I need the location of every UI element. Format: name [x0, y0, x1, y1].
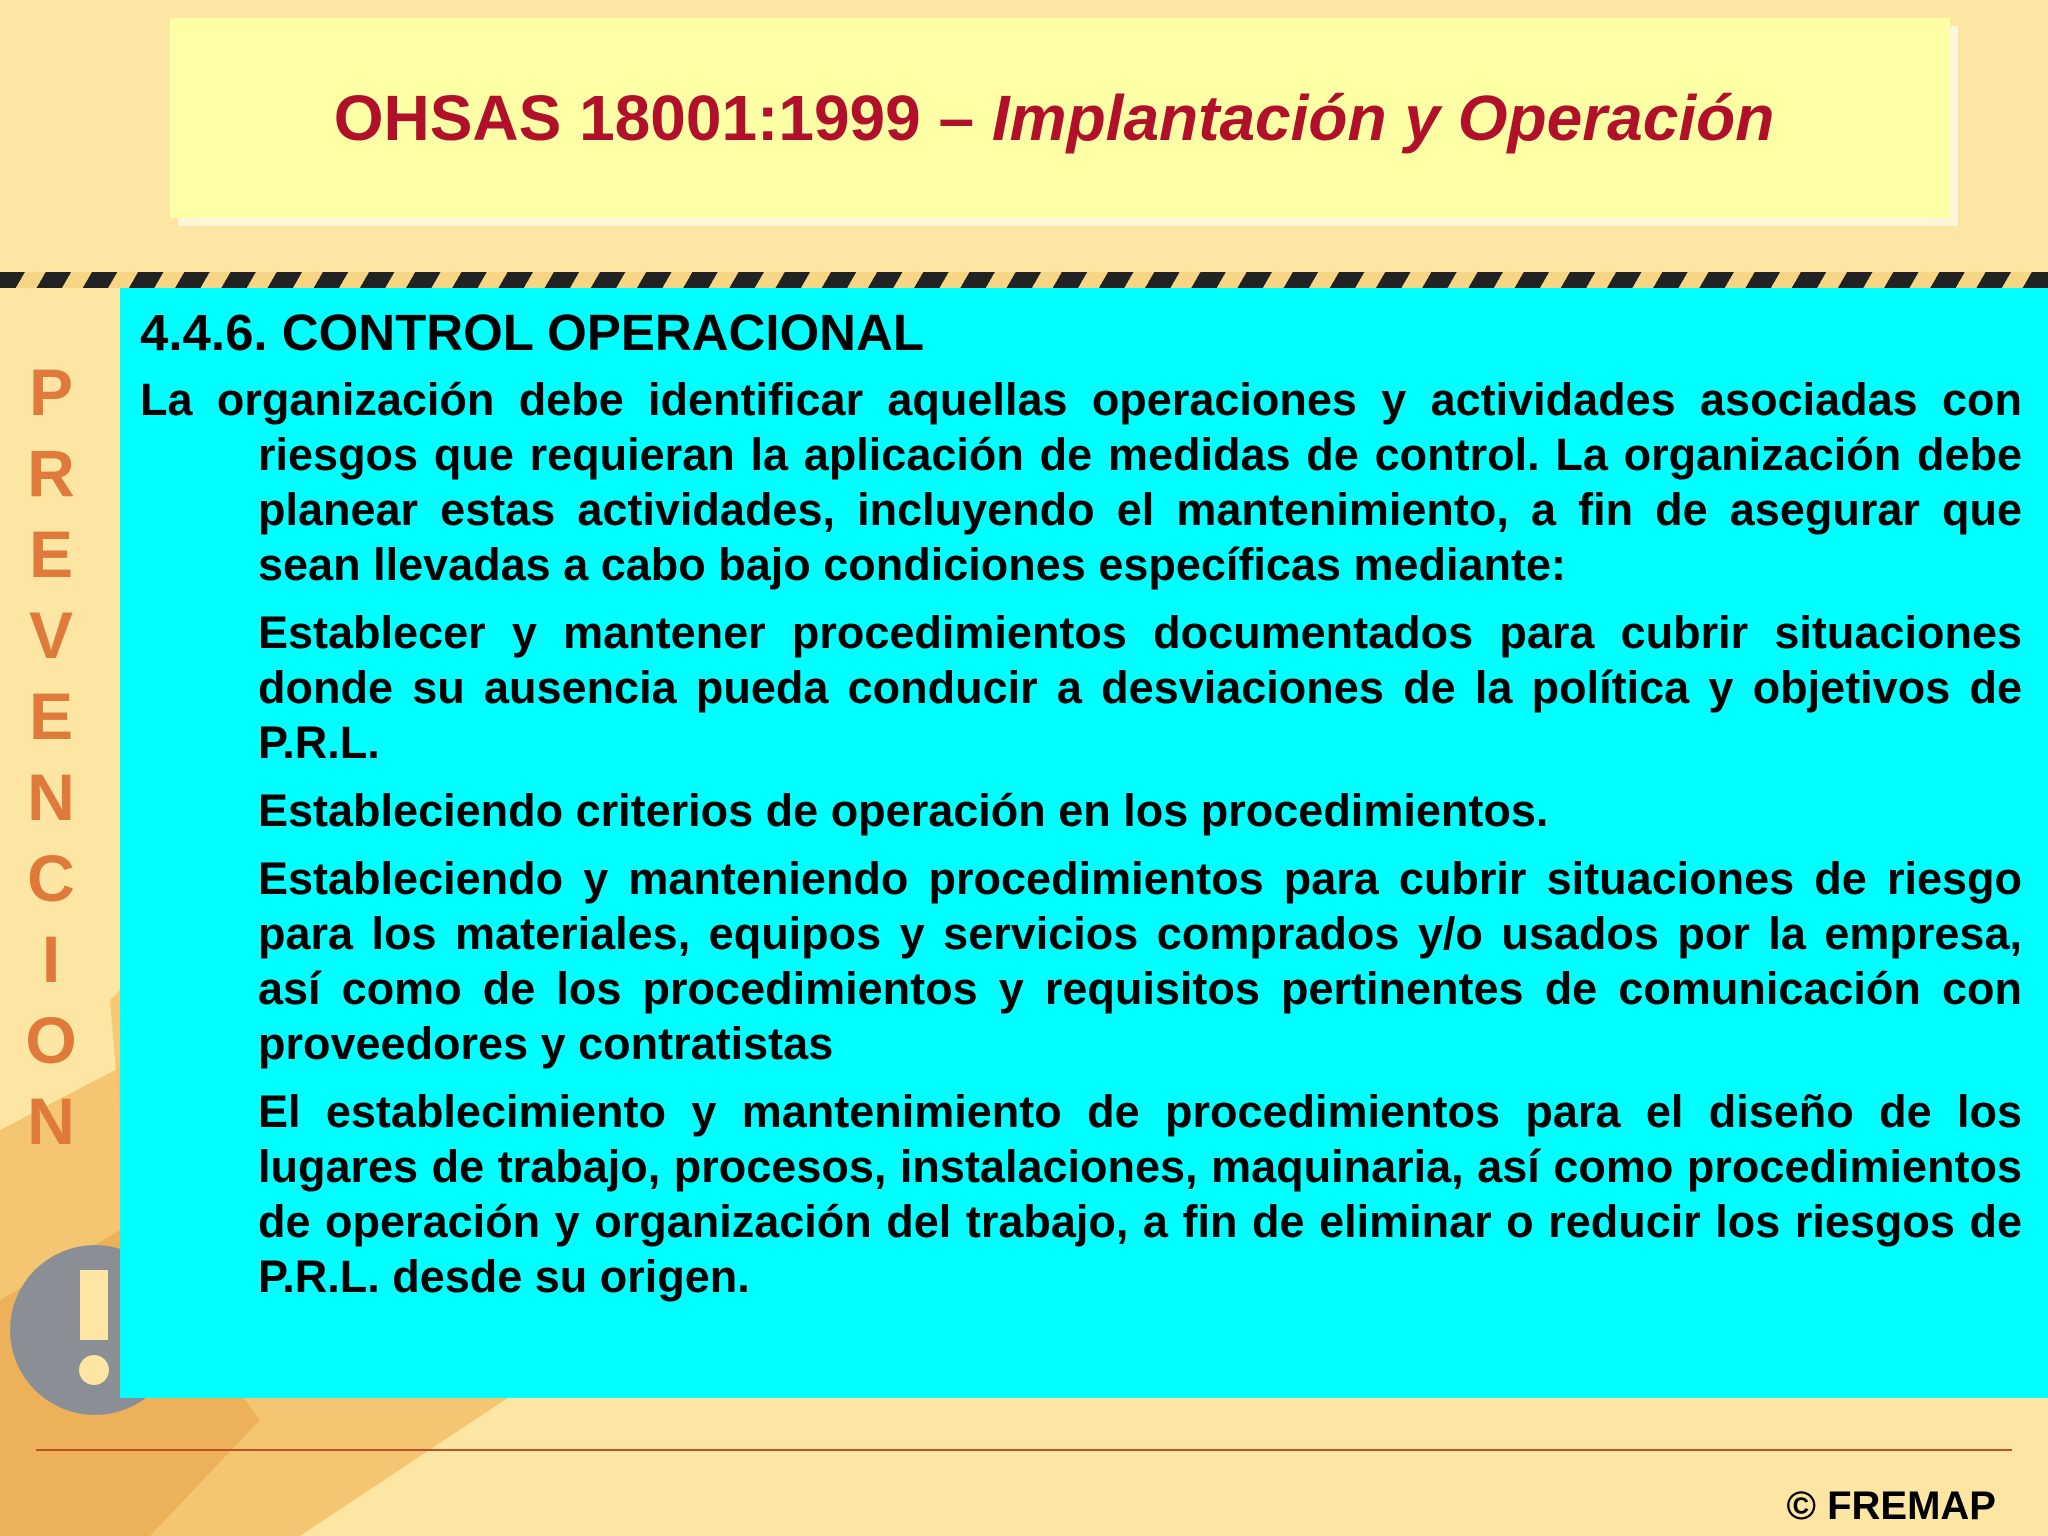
copyright-notice: © FREMAP — [1786, 1484, 1996, 1528]
hazard-stripe — [0, 272, 2048, 288]
list-item: Estableciendo y manteniendo procedimientos para cubrir situaciones de riesgo para los materiales, equipos y servicios comprados y/o usados por la empresa, así como de los procedimientos y requisitos pertinentes de comunicación con proveedores y contratistas — [258, 853, 2022, 1069]
footer-divider — [36, 1449, 2012, 1451]
side-letter: V — [28, 598, 74, 672]
side-letter: P — [28, 355, 74, 429]
side-word-prevencion — [22, 352, 80, 1162]
side-letter: O — [25, 1003, 77, 1077]
intro-paragraph: La organización debe identificar aquellas operaciones y actividades asociadas con riesgos que requieran la aplicación de medidas de control. La organización debe planear estas actividades, incluyendo el mantenimiento, a fin de asegurar que sean llevadas a cabo bajo condiciones específicas mediante: — [140, 374, 2022, 590]
list-item: Estableciendo criterios de operación en los procedimientos. — [258, 785, 1549, 836]
content-box — [120, 288, 2048, 1398]
side-letter: R — [27, 436, 75, 510]
title-subtitle: Implantación y Operación — [991, 82, 1775, 154]
side-letter: E — [28, 517, 74, 591]
side-letter: C — [27, 841, 75, 915]
title-box — [170, 18, 1950, 218]
list-item: Establecer y mantener procedimientos documentados para cubrir situaciones donde su ausencia pueda conducir a desviaciones de la política y objetivos de P.R.L. — [258, 607, 2022, 768]
side-letter: E — [28, 679, 74, 753]
slide-title — [334, 81, 1775, 155]
title-main: OHSAS 18001:1999 – — [333, 82, 992, 154]
section-heading: 4.4.6. CONTROL OPERACIONAL — [140, 304, 925, 361]
list-item: El establecimiento y mantenimiento de procedimientos para el diseño de los lugares de trabajo, procesos, instalaciones, maquinaria, así como procedimientos de operación y organización del trabajo, a fin de eliminar o reducir los riesgos de P.R.L. desde su origen. — [258, 1086, 2022, 1302]
side-letter: I — [41, 922, 61, 996]
side-letter: N — [27, 1084, 75, 1158]
side-letter: N — [27, 760, 75, 834]
